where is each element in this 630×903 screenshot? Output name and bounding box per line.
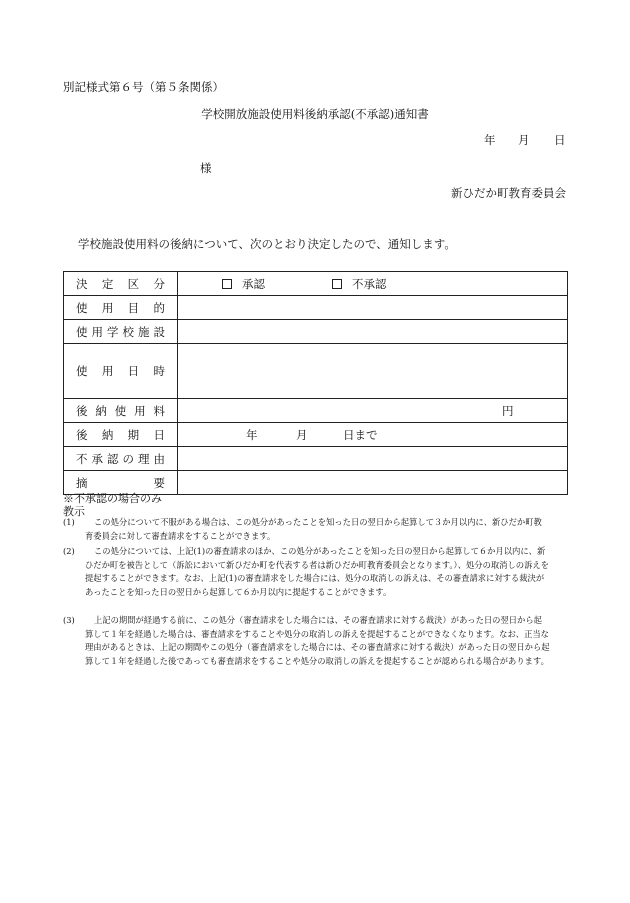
reason-value[interactable] xyxy=(178,447,568,471)
document-title: 学校開放施設使用料後納承認(不承認)通知書 xyxy=(201,107,429,121)
instruction-text: この処分について不服がある場合は、この処分があったことを知った日の翌日から起算して３か月以内に、新ひだか町教育委員会に対して審査請求をすることができます。 xyxy=(85,517,542,541)
decision-label: 決定区分 xyxy=(64,272,178,296)
approve-checkbox[interactable] xyxy=(222,279,232,289)
datetime-label: 使用日時 xyxy=(64,344,178,399)
deadline-day: 日まで xyxy=(343,428,378,442)
date-month: 月 xyxy=(518,133,530,147)
reason-label: 不承認の理由 xyxy=(64,447,178,471)
purpose-label: 使用目的 xyxy=(64,296,178,320)
fee-label: 後納使用料 xyxy=(64,399,178,423)
instruction-number: (1) xyxy=(63,517,75,527)
deadline-month: 月 xyxy=(296,428,308,442)
date-year: 年 xyxy=(484,133,496,147)
instruction-number: (3) xyxy=(63,615,75,625)
row-purpose xyxy=(64,296,568,320)
addressee-suffix: 様 xyxy=(200,161,212,175)
purpose-value[interactable] xyxy=(178,296,568,320)
deadline-year: 年 xyxy=(246,428,258,442)
fee-unit: 円 xyxy=(502,404,514,418)
date-day: 日 xyxy=(554,133,566,147)
facility-value[interactable] xyxy=(178,320,568,344)
reject-label: 不承認 xyxy=(352,277,387,291)
datetime-value[interactable] xyxy=(178,344,568,399)
remarks-value[interactable] xyxy=(178,471,568,495)
notification-table xyxy=(63,271,568,495)
approve-label: 承認 xyxy=(242,277,265,291)
remarks-label: 摘要 xyxy=(64,471,178,495)
date-line xyxy=(484,132,566,148)
row-decision xyxy=(64,272,568,296)
row-reason xyxy=(64,447,568,471)
instruction-heading: 教示 xyxy=(63,505,85,518)
row-facility xyxy=(64,320,568,344)
instruction-number: (2) xyxy=(63,546,75,556)
deadline-label: 後納期日 xyxy=(64,423,178,447)
row-fee xyxy=(64,399,568,423)
rejection-note: ※不承認の場合のみ xyxy=(63,492,162,505)
deadline-value[interactable] xyxy=(178,423,568,447)
instruction-text: 上記の期間が経過する前に、この処分（審査請求をした場合には、その審査請求に対する裁決）があった日の翌日から起算して１年を経過した場合は、審査請求をすることや処分の取消しの訴えを提起することができなくなります。なお、正当な理由があるときは、上記の期間やこの処分（審査請求をした場合には、その審査請求に対する裁決）があった日の翌日から起算して１年を経過した後であっても審査請求をすることや処分の取消しの訴えを提起することが認められる場合があります。 xyxy=(85,615,550,666)
approve-option[interactable] xyxy=(222,276,265,292)
issuer: 新ひだか町教育委員会 xyxy=(451,186,566,200)
row-datetime xyxy=(64,344,568,399)
row-deadline xyxy=(64,423,568,447)
reject-checkbox[interactable] xyxy=(332,279,342,289)
instruction-text: この処分については、上記(1)の審査請求のほか、この処分があったことを知った日の翌日から起算して６か月以内に、新ひだか町を被告として（訴訟において新ひだか町を代表する者は新ひだか町教育委員会となります。）、処分の取消しの訴えを提起することができます。なお、上記(1)の審査請求をした場合には、処分の取消しの訴えは、その審査請求に対する裁決があったことを知った日の翌日から起算して６か月以内に提起することができます。 xyxy=(85,546,549,597)
facility-label: 使用学校施設 xyxy=(64,320,178,344)
fee-value[interactable] xyxy=(178,399,568,423)
decision-value xyxy=(178,272,568,296)
intro-text: 学校施設使用料の後納について、次のとおり決定したので、通知します。 xyxy=(78,237,456,251)
form-identifier: 別記様式第６号（第５条関係） xyxy=(63,80,224,94)
reject-option[interactable] xyxy=(332,276,387,292)
